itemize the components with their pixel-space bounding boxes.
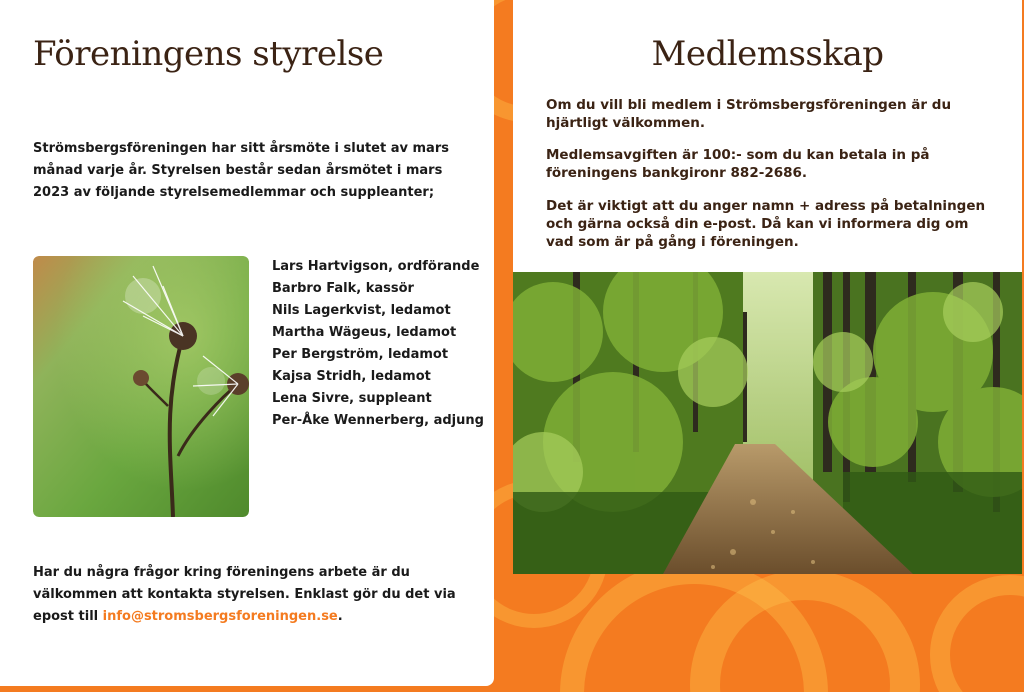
- membership-title: Medlemsskap: [651, 34, 884, 74]
- membership-panel: [513, 0, 1022, 272]
- membership-paragraph-3: Det är viktigt att du anger namn + adress på betalningen och gärna också din e-post. Då kan vi informera dig om vad som är på gång i föreningen.: [546, 198, 986, 250]
- list-item: Lars Hartvigson, ordförande: [272, 259, 480, 274]
- board-title: Föreningens styrelse: [33, 34, 384, 74]
- board-panel: [0, 0, 494, 686]
- forest-path-photo: [513, 272, 1022, 574]
- contact-text: Har du några frågor kring föreningens arbete är du välkommen att kontakta styrelsen. Enklast gör du det via epost till: [33, 565, 456, 624]
- thistle-photo: [33, 256, 249, 517]
- list-item: Lena Sivre, suppleant: [272, 391, 432, 406]
- list-item: Nils Lagerkvist, ledamot: [272, 303, 451, 318]
- board-member-list: [272, 256, 484, 432]
- membership-paragraph-1: Om du vill bli medlem i Strömsbergsföreningen är du hjärtligt välkommen.: [546, 97, 952, 131]
- list-item: Kajsa Stridh, ledamot: [272, 369, 431, 384]
- contact-email-link[interactable]: info@stromsbergsforeningen.se: [102, 609, 338, 624]
- board-intro-text: Strömsbergsföreningen har sitt årsmöte i slutet av mars månad varje år. Styrelsen består sedan årsmötet i mars 2023 av följande styrelsemedlemmar och suppleanter;: [33, 141, 449, 200]
- contact-end: .: [337, 609, 343, 624]
- list-item: Per Bergström, ledamot: [272, 347, 449, 362]
- membership-paragraph-2: Medlemsavgiften är 100:- som du kan betala in på föreningens bankgironr 882-2686.: [546, 147, 930, 181]
- list-item: Per-Åke Wennerberg, adjung: [272, 413, 484, 428]
- list-item: Martha Wägeus, ledamot: [272, 325, 457, 340]
- list-item: Barbro Falk, kassör: [272, 281, 414, 296]
- contact-paragraph: [33, 562, 473, 628]
